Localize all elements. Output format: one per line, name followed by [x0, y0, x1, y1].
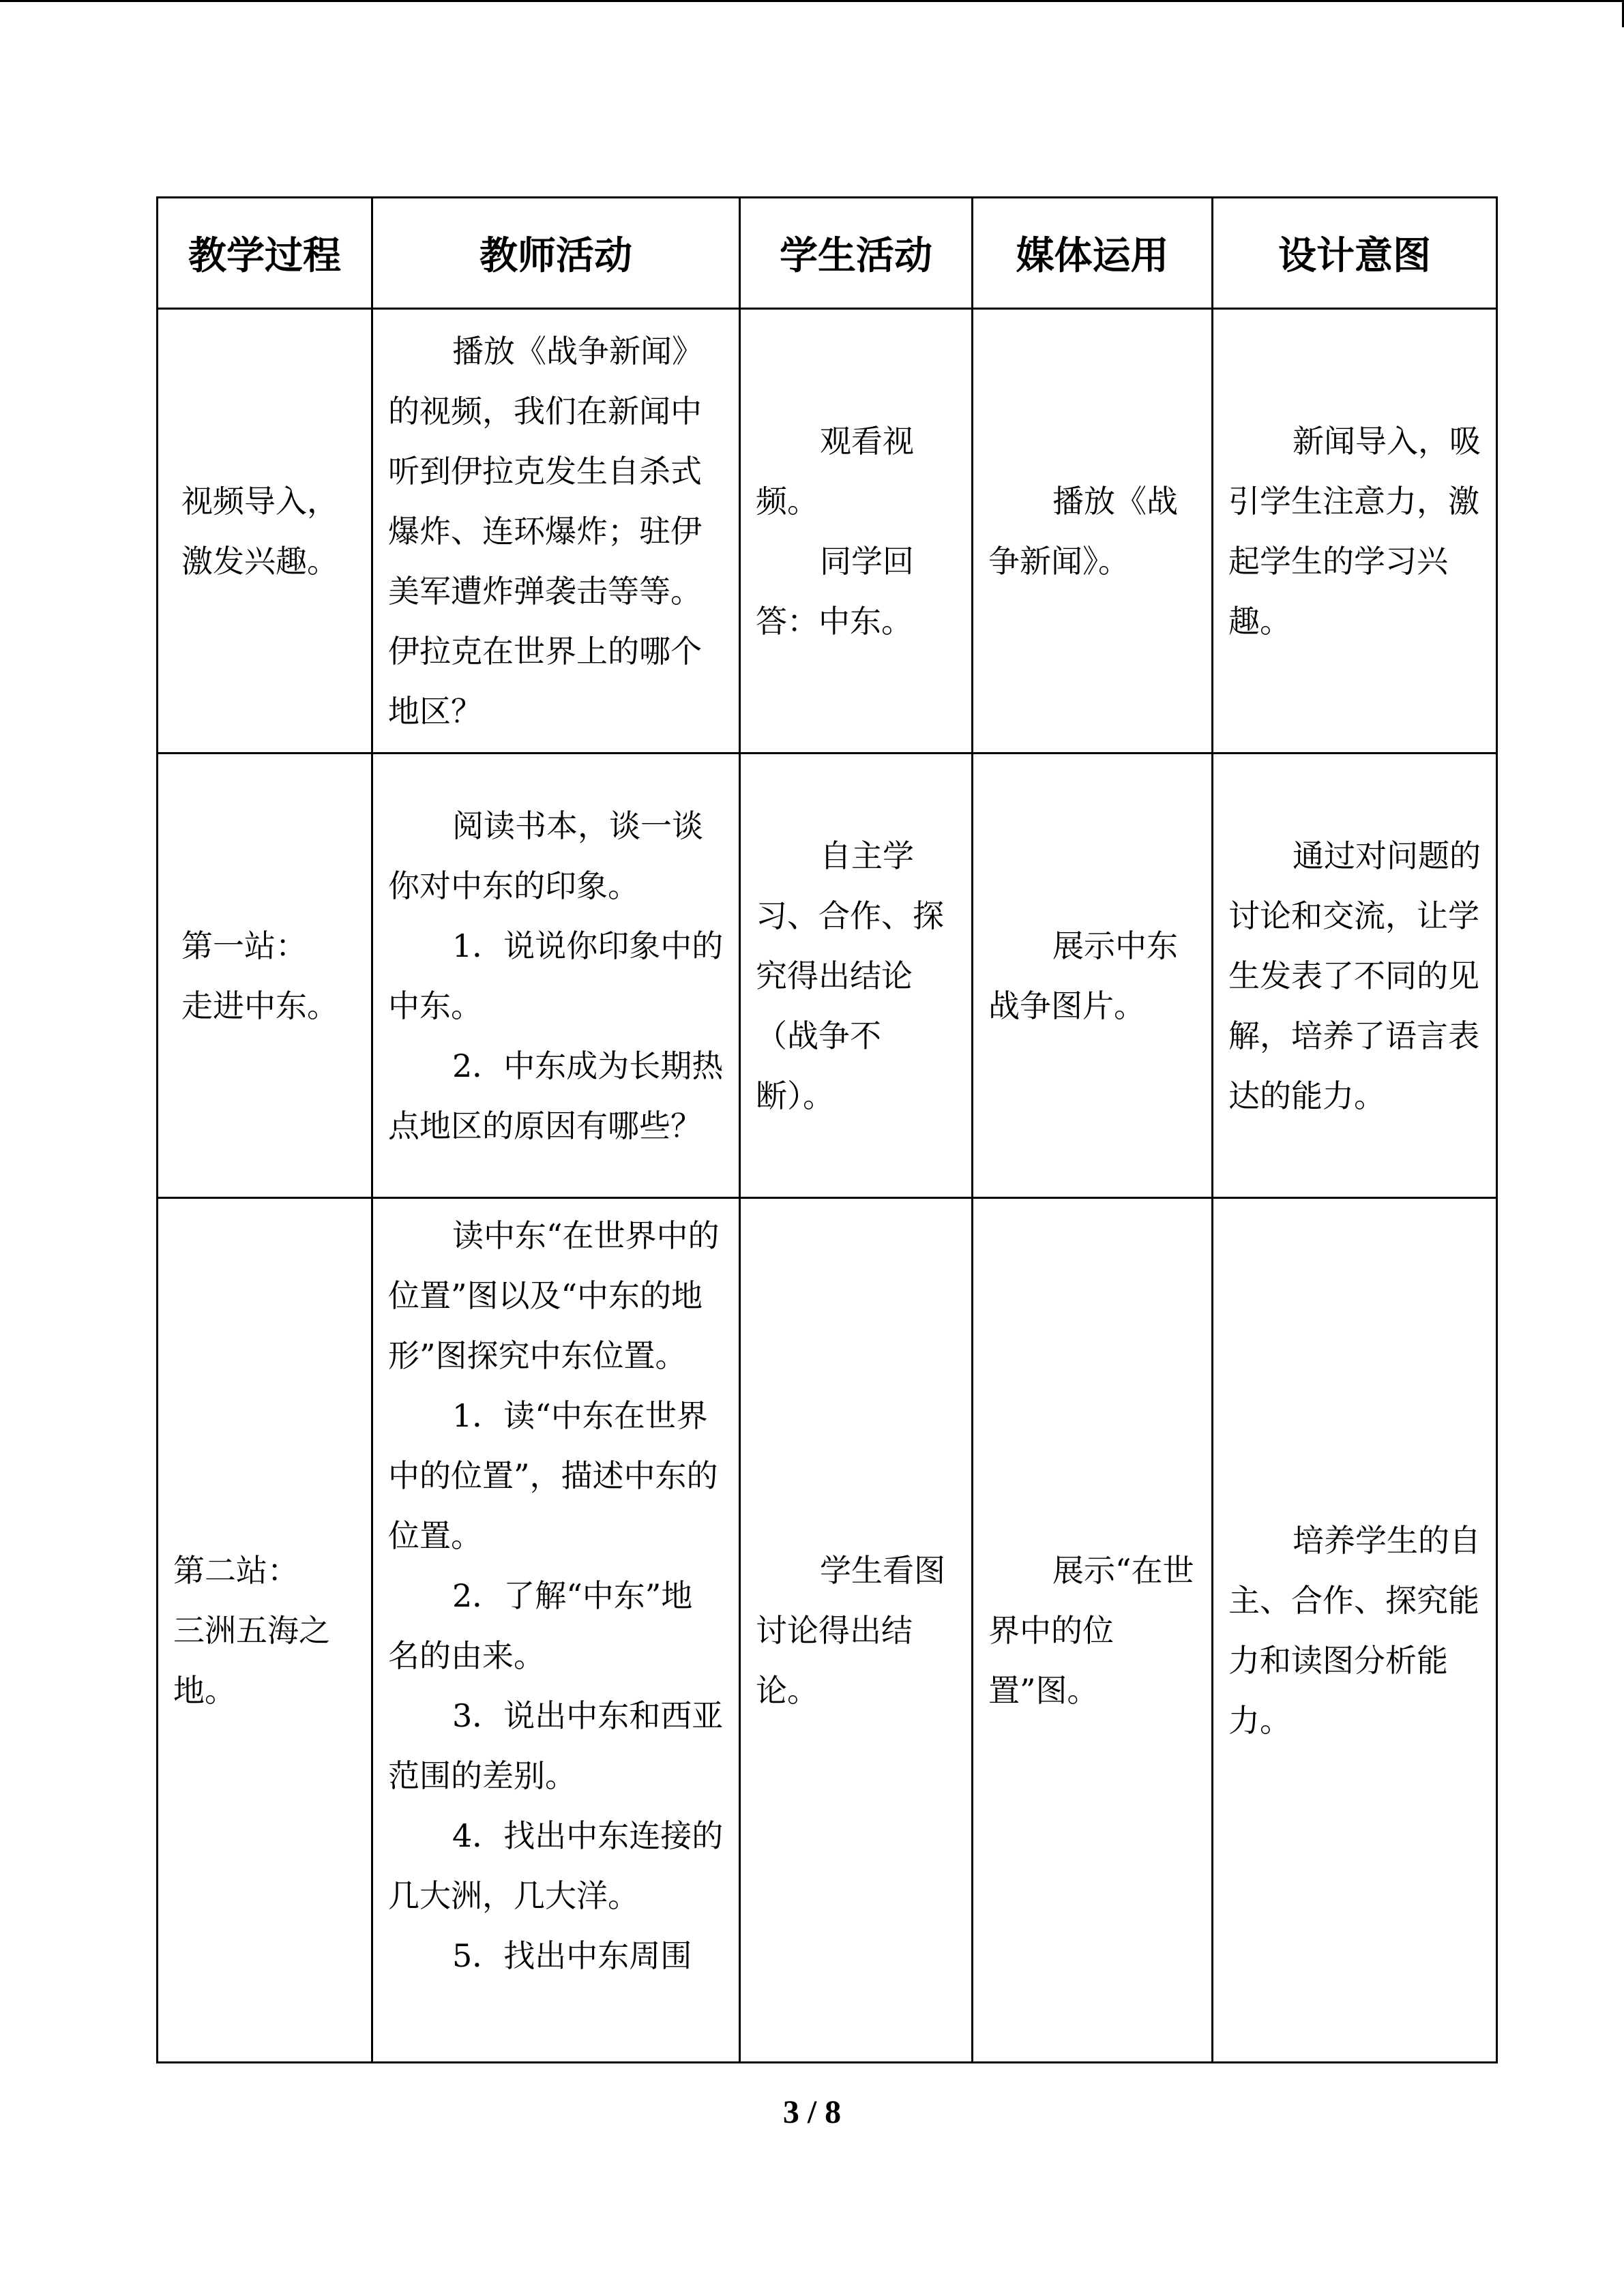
teacher-activity-cell — [372, 309, 740, 754]
student-activity-cell — [740, 754, 973, 1198]
student-activity-cell — [740, 1198, 973, 2063]
header-teaching-process: 教学过程 — [158, 198, 372, 309]
media-use-cell — [973, 309, 1213, 754]
student-paragraph: 学生看图讨论得出结论。 — [756, 1551, 945, 1709]
table-row — [158, 754, 1497, 1198]
process-line: 第一站： — [181, 927, 307, 964]
media-paragraph: 展示“在世界中的位置”图。 — [988, 1551, 1194, 1709]
media-paragraph: 播放《战争新闻》。 — [988, 482, 1178, 580]
media-use-cell — [973, 1198, 1213, 2063]
process-line: 走进中东。 — [181, 987, 338, 1024]
page-number: 3 / 8 — [782, 2094, 842, 2130]
media-paragraph: 展示中东战争图片。 — [988, 927, 1178, 1024]
lesson-plan-table — [156, 196, 1498, 2063]
teacher-paragraph: 2．中东成为长期热点地区的原因有哪些？ — [388, 1047, 724, 1144]
process-cell — [158, 309, 372, 754]
teacher-paragraph: 5．找出中东周围 — [452, 1937, 692, 1974]
header-student-activity: 学生活动 — [740, 198, 973, 309]
process-line: 激发兴趣。 — [181, 542, 338, 580]
teacher-paragraph: 1．说说你印象中的中东。 — [388, 927, 724, 1024]
teacher-paragraph: 2．了解“中东”地名的由来。 — [388, 1577, 693, 1674]
student-paragraph: 自主学习、合作、探究得出结论（战争不断）。 — [756, 837, 944, 1114]
header-media-use: 媒体运用 — [973, 198, 1213, 309]
student-paragraph: 观看视频。 — [756, 422, 914, 520]
process-line: 第二站： — [173, 1551, 299, 1589]
process-line: 地。 — [173, 1671, 236, 1709]
table-row — [158, 309, 1497, 754]
process-cell — [158, 1198, 372, 2063]
teacher-paragraph: 4．找出中东连接的几大洲，几大洋。 — [388, 1817, 724, 1914]
header-design-intent: 设计意图 — [1213, 198, 1497, 309]
media-use-cell — [973, 754, 1213, 1198]
design-intent-cell — [1213, 309, 1497, 754]
process-cell — [158, 754, 372, 1198]
student-activity-cell — [740, 309, 973, 754]
teacher-paragraph: 播放《战争新闻》的视频，我们在新闻中听到伊拉克发生自杀式爆炸、连环爆炸；驻伊美军遭炸弹袭击等等。伊拉克在世界上的哪个地区？ — [388, 332, 703, 730]
design-intent-cell — [1213, 754, 1497, 1198]
intent-paragraph: 新闻导入，吸引学生注意力，激起学生的学习兴趣。 — [1228, 422, 1481, 640]
page-top-border — [0, 0, 1624, 2]
table-row — [158, 1198, 1497, 2063]
teacher-paragraph: 阅读书本，谈一谈你对中东的印象。 — [388, 807, 703, 904]
table-header-row — [158, 198, 1497, 309]
student-paragraph: 同学回答：中东。 — [756, 542, 914, 640]
teacher-paragraph: 1．读“中东在世界中的位置”，描述中东的位置。 — [388, 1397, 718, 1554]
teacher-paragraph: 3．说出中东和西亚范围的差别。 — [388, 1697, 724, 1794]
header-teacher-activity: 教师活动 — [372, 198, 740, 309]
teacher-paragraph: 读中东“在世界中的位置”图以及“中东的地形”图探究中东位置。 — [388, 1217, 720, 1374]
intent-paragraph: 通过对问题的讨论和交流，让学生发表了不同的见解，培养了语言表达的能力。 — [1228, 837, 1481, 1114]
process-line: 视频导入， — [181, 482, 338, 520]
intent-paragraph: 培养学生的自主、合作、探究能力和读图分析能力。 — [1228, 1521, 1481, 1739]
design-intent-cell — [1213, 1198, 1497, 2063]
teacher-activity-cell — [372, 754, 740, 1198]
process-line: 三洲五海之 — [173, 1611, 330, 1649]
teacher-activity-cell — [372, 1198, 740, 2063]
